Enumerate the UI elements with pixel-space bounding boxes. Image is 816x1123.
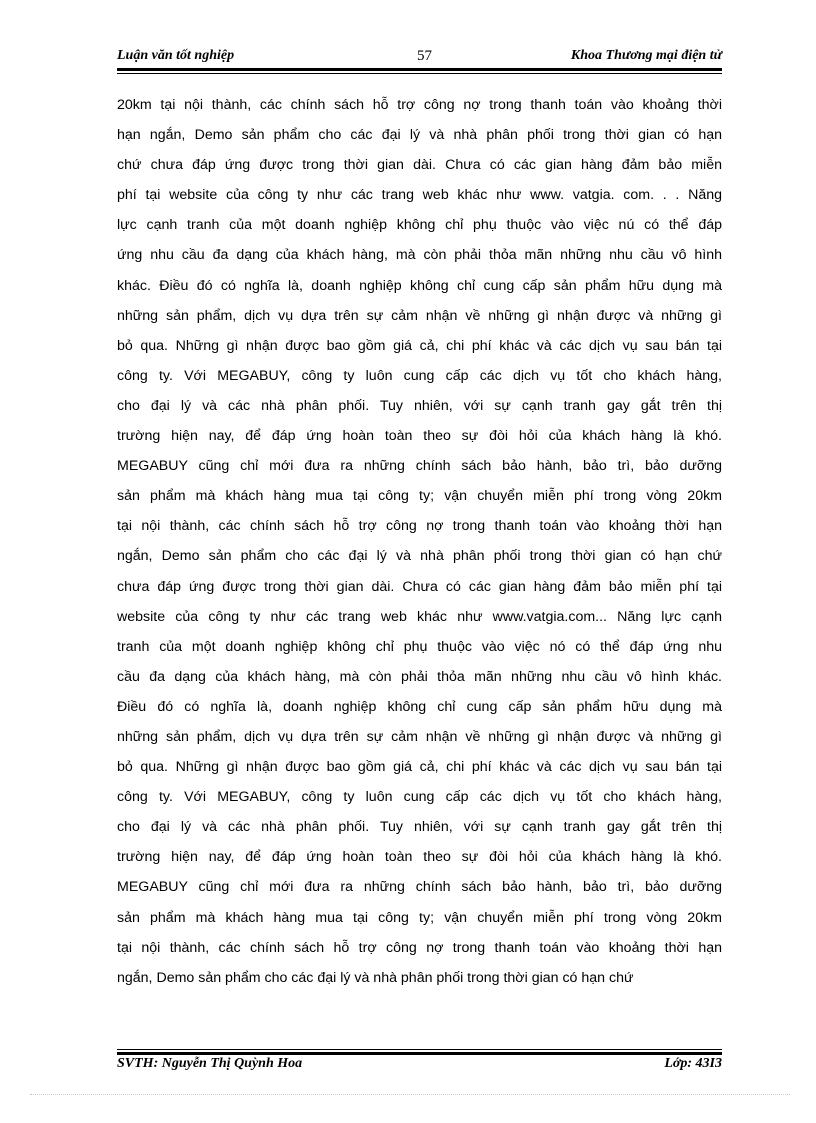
- body-line: trường hiện nay, để đáp ứng hoàn toàn theo sự đòi hỏi của khách hàng là khó.: [117, 849, 722, 866]
- footer-student-name: SVTH: Nguyễn Thị Quỳnh Hoa: [117, 1056, 303, 1071]
- body-line: khác. Điều đó có nghĩa là, doanh nghiệp không chỉ cung cấp sản phẩm hữu dụng mà: [117, 277, 722, 294]
- body-line: website của công ty như các trang web khác như www.vatgia.com... Năng lực cạnh: [117, 608, 722, 625]
- body-line: tại nội thành, các chính sách hỗ trợ công nợ trong thanh toán vào khoảng thời hạn: [117, 518, 722, 535]
- body-line: 20km tại nội thành, các chính sách hỗ trợ công nợ trong thanh toán vào khoảng thời: [117, 97, 722, 113]
- body-line: Điều đó có nghĩa là, doanh nghiệp không chỉ cung cấp sản phẩm hữu dụng mà: [117, 698, 722, 715]
- header-faculty: Khoa Thương mại điện tử: [570, 48, 722, 63]
- header-thesis-title: Luận văn tốt nghiệp: [117, 48, 235, 63]
- body-line: ngắn, Demo sản phẩm cho các đại lý và nhà phân phối trong thời gian có hạn chứ: [117, 969, 634, 986]
- page-bottom-dotted-line: [30, 1094, 790, 1095]
- body-line: công ty. Với MEGABUY, công ty luôn cung cấp các dịch vụ tốt cho khách hàng,: [117, 789, 722, 806]
- footer-rule-thin: [117, 1049, 722, 1050]
- body-line: hạn ngắn, Demo sản phẩm cho các đại lý và nhà phân phối trong thời gian có hạn: [117, 127, 722, 144]
- body-line: trường hiện nay, để đáp ứng hoàn toàn theo sự đòi hỏi của khách hàng là khó.: [117, 428, 722, 445]
- body-line: bỏ qua. Những gì nhận được bao gồm giá cả, chi phí khác và các dịch vụ sau bán tại: [117, 759, 722, 776]
- header-rule-thin: [117, 73, 722, 74]
- body-line: ngắn, Demo sản phẩm cho các đại lý và nhà phân phối trong thời gian có hạn chứ: [117, 548, 722, 565]
- body-line: lực cạnh tranh của một doanh nghiệp không chỉ phụ thuộc vào việc nú có thể đáp: [117, 217, 722, 234]
- body-line: cho đại lý và các nhà phân phối. Tuy nhiên, với sự cạnh tranh gay gắt trên thị: [117, 819, 722, 836]
- page-header: [117, 48, 722, 68]
- body-line: công ty. Với MEGABUY, công ty luôn cung cấp các dịch vụ tốt cho khách hàng,: [117, 367, 722, 384]
- body-line: bỏ qua. Những gì nhận được bao gồm giá cả, chi phí khác và các dịch vụ sau bán tại: [117, 337, 722, 354]
- body-line: tại nội thành, các chính sách hỗ trợ công nợ trong thanh toán vào khoảng thời hạn: [117, 939, 722, 956]
- body-line: phí tại website của công ty như các trang web khác như www. vatgia. com. . . Năng: [117, 187, 722, 204]
- body-line: ứng nhu cầu đa dạng của khách hàng, mà còn phải thỏa mãn những nhu cầu vô hình: [117, 247, 722, 264]
- body-line: MEGABUY cũng chỉ mới đưa ra những chính sách bảo hành, bảo trì, bảo dưỡng: [117, 879, 722, 896]
- body-line: sản phẩm mà khách hàng mua tại công ty; vận chuyển miễn phí trong vòng 20km: [117, 488, 722, 505]
- body-line: sản phẩm mà khách hàng mua tại công ty; vận chuyển miễn phí trong vòng 20km: [117, 909, 722, 926]
- body-line: chứ chưa đáp ứng được trong thời gian dài. Chưa có các gian hàng đảm bảo miễn: [117, 157, 722, 174]
- body-line: cho đại lý và các nhà phân phối. Tuy nhiên, với sự cạnh tranh gay gắt trên thị: [117, 397, 722, 414]
- body-line: tranh của một doanh nghiệp không chỉ phụ thuộc vào việc nó có thể đáp ứng nhu: [117, 638, 722, 655]
- body-line: những sản phẩm, dịch vụ dựa trên sự cảm nhận về những gì nhận được và những gì: [117, 728, 722, 745]
- body-line: chưa đáp ứng được trong thời gian dài. Chưa có các gian hàng đảm bảo miễn phí tại: [117, 578, 722, 595]
- page-footer: [117, 1056, 722, 1076]
- footer-class: Lớp: 43I3: [664, 1056, 722, 1071]
- body-line: cầu đa dạng của khách hàng, mà còn phải thỏa mãn những nhu cầu vô hình khác.: [117, 668, 722, 685]
- body-text: [117, 90, 722, 993]
- page-number: 57: [417, 48, 432, 64]
- header-rule-thick: [117, 68, 722, 71]
- body-line: những sản phẩm, dịch vụ dựa trên sự cảm nhận về những gì nhận được và những gì: [117, 307, 722, 324]
- footer-rule-thick: [117, 1052, 722, 1055]
- body-line: MEGABUY cũng chỉ mới đưa ra những chính sách bảo hành, bảo trì, bảo dưỡng: [117, 458, 722, 475]
